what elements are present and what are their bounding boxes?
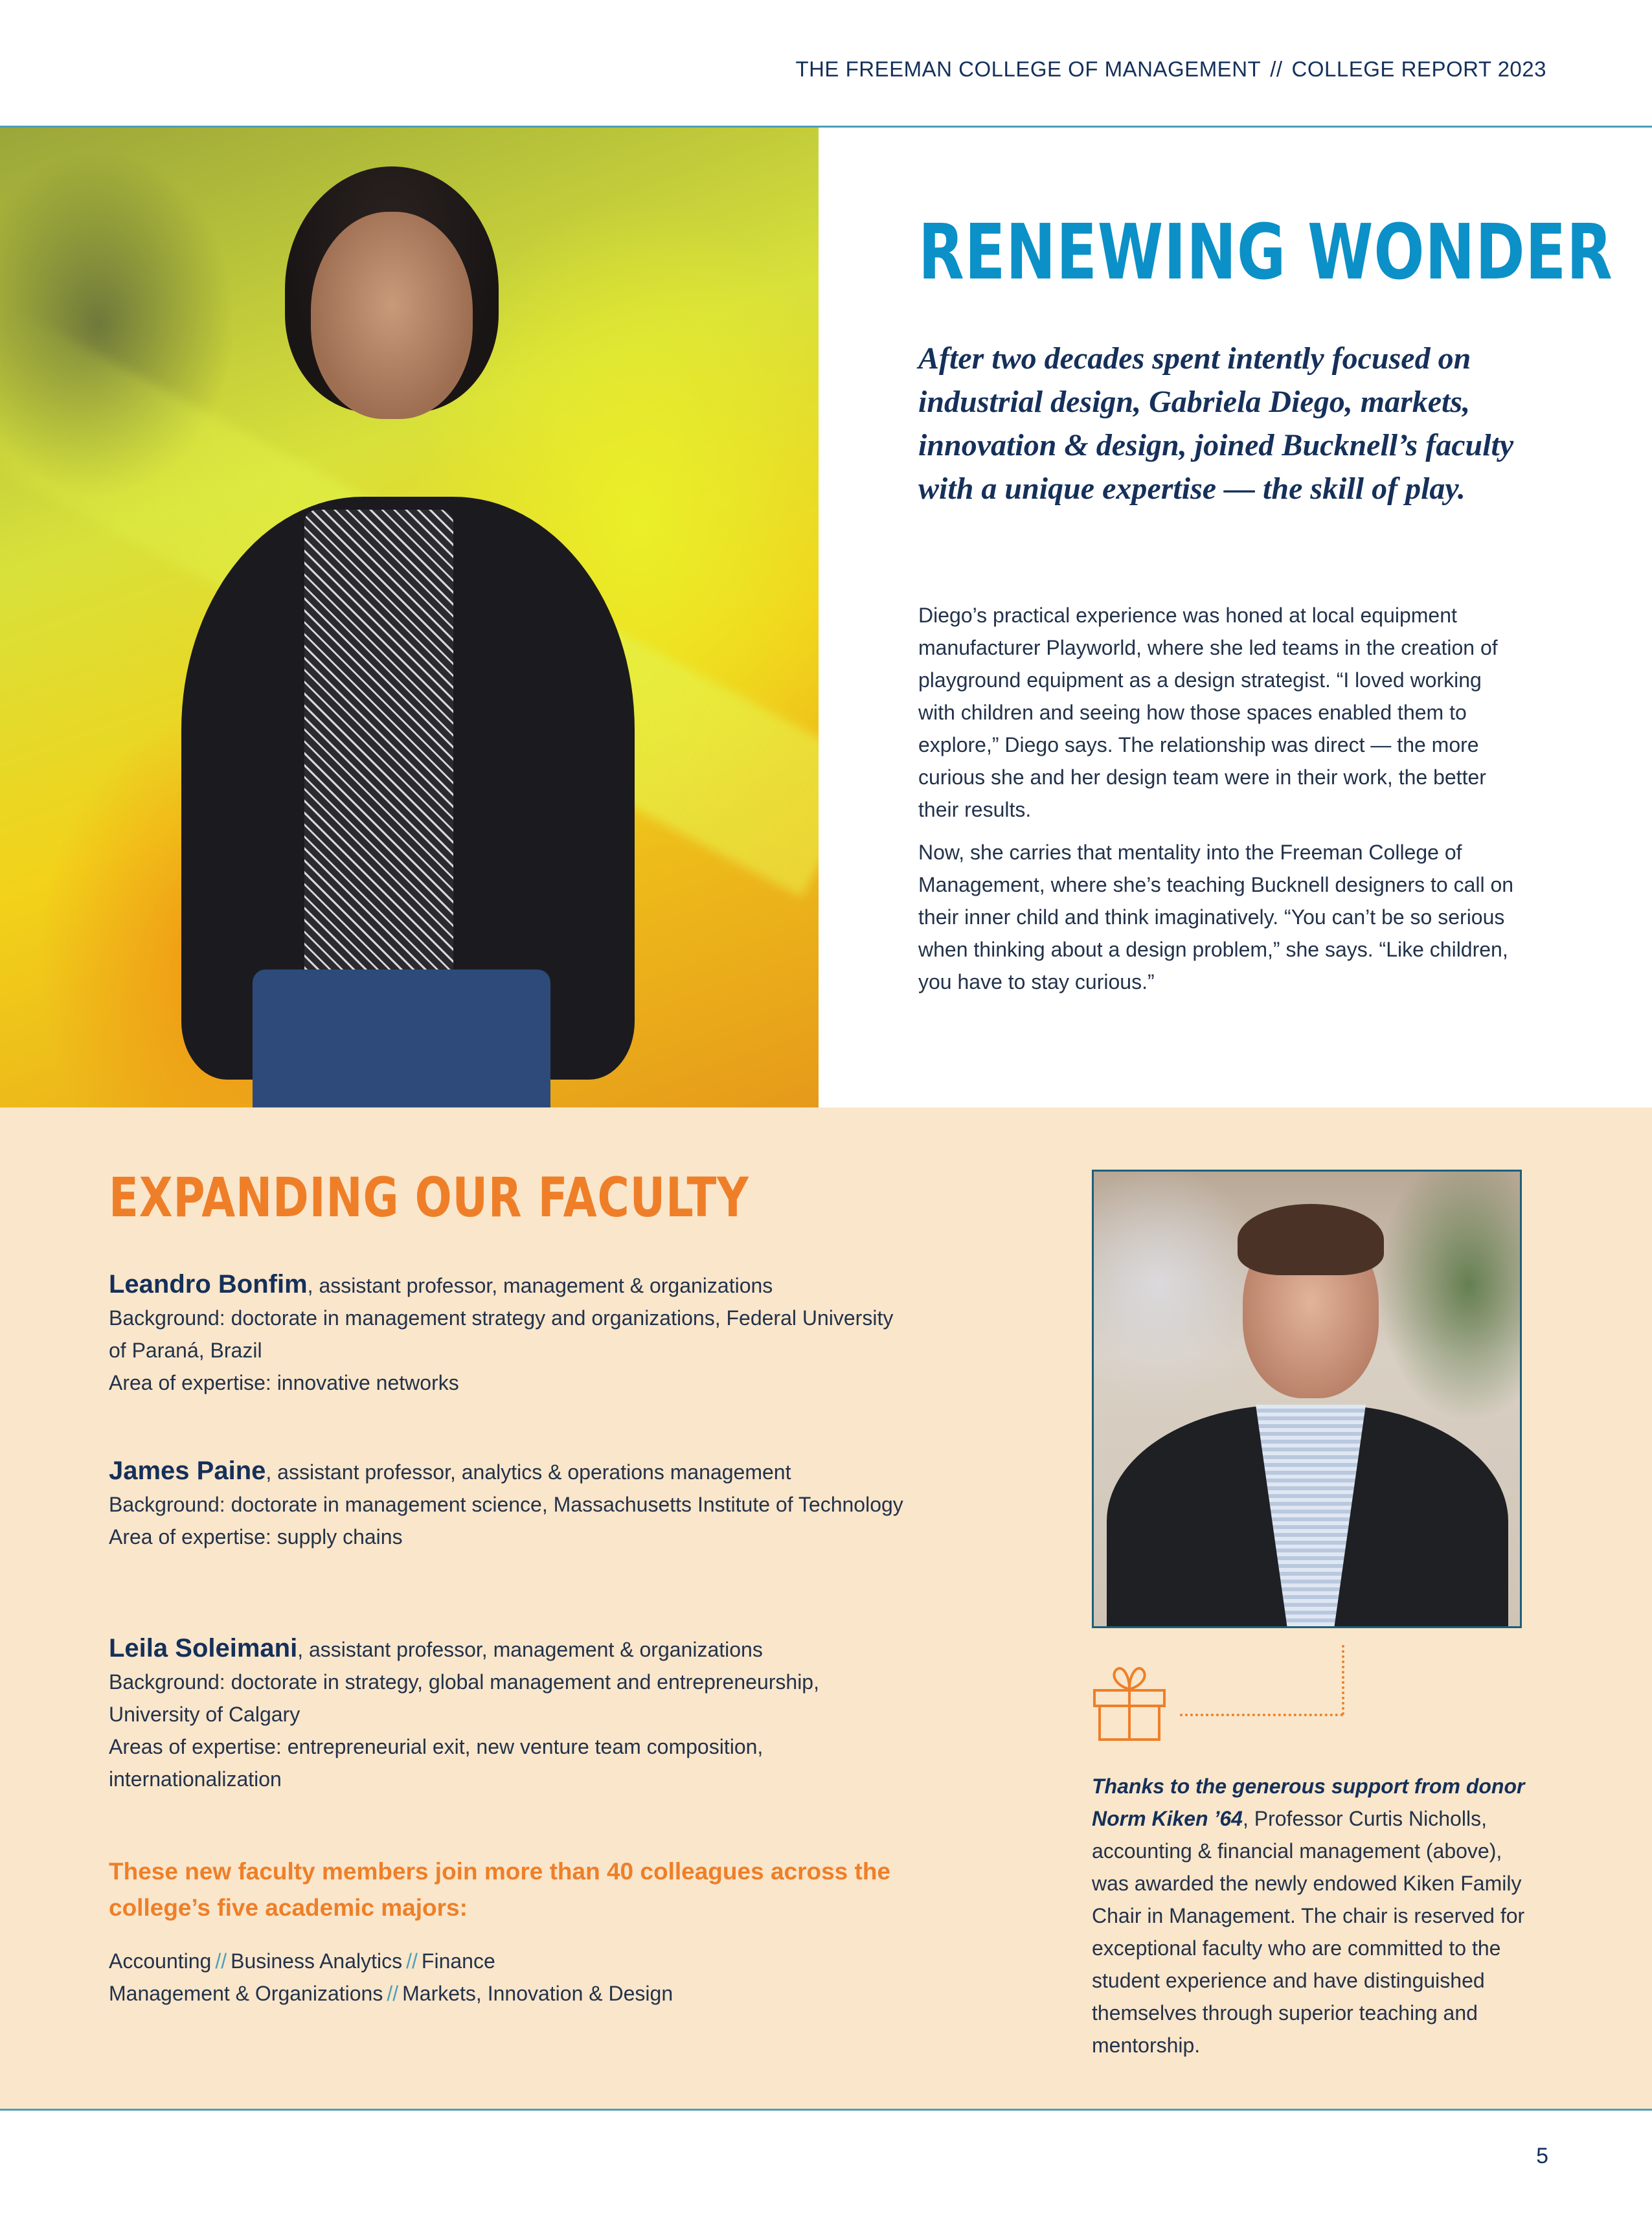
chair-sidebar (1092, 1770, 1539, 2061)
dotted-connector-vertical (1342, 1645, 1344, 1715)
faculty-callout: These new faculty members join more than 40 colleagues across the college’s five academic majors: (109, 1858, 891, 1921)
photo-subject-face (311, 212, 473, 419)
feature-title: RENEWING WONDER (918, 207, 1613, 297)
faculty-name: Leila Soleimani (109, 1634, 298, 1662)
majors-list (109, 1945, 951, 2010)
publication-name: THE FREEMAN COLLEGE OF MANAGEMENT (795, 57, 1262, 81)
header-separator: // (1270, 57, 1283, 81)
faculty-member (109, 1455, 912, 1553)
faculty-role: , assistant professor, management & organizations (307, 1274, 773, 1297)
feature-photo (0, 128, 819, 1107)
majors-row (109, 1977, 951, 2010)
major-item: Finance (421, 1949, 495, 1973)
photo-subject-shirt (304, 510, 453, 1002)
faculty-member (109, 1632, 912, 1795)
sidebar-text: , Professor Curtis Nicholls, accounting & financial management (above), was awarded the newly endowed Kiken Family Chair in Management. The chair is reserved for exceptional faculty who are committed to the student experience and have distinguished themselves through superior teaching and mentorship. (1092, 1807, 1525, 2057)
faculty-member (109, 1268, 912, 1399)
faculty-expertise: Areas of expertise: entrepreneurial exit, new venture team composition, internationalization (109, 1735, 764, 1791)
major-item: Markets, Innovation & Design (402, 1982, 673, 2005)
feature-paragraph: Diego’s practical experience was honed at local equipment manufacturer Playworld, where she led teams in the creation of playground equipment as a design strategist. “I loved working with children and seeing how those spaces enabled them to explore,” Diego says. The relationship was direct — the more curious she and her design team were in their work, the better their results. (918, 604, 1498, 821)
faculty-section-title: EXPANDING OUR FACULTY (109, 1166, 749, 1229)
gift-icon (1092, 1663, 1167, 1742)
feature-body (918, 599, 1514, 1008)
faculty-background: Background: doctorate in management science, Massachusetts Institute of Technology (109, 1493, 903, 1516)
majors-separator: // (387, 1982, 399, 2005)
faculty-name: Leandro Bonfim (109, 1270, 308, 1299)
major-item: Management & Organizations (109, 1982, 383, 2005)
dotted-connector-horizontal (1180, 1714, 1343, 1716)
bottom-rule (0, 2109, 1652, 2111)
feature-paragraph: Now, she carries that mentality into the Freeman College of Management, where she’s teaching Bucknell designers to call on their inner child and think imaginatively. “You can’t be so serious when thinking about a design problem,” she says. “Like children, you have to stay curious.” (918, 841, 1514, 993)
major-item: Business Analytics (231, 1949, 403, 1973)
majors-separator: // (406, 1949, 418, 1973)
majors-row (109, 1945, 951, 1977)
major-item: Accounting (109, 1949, 212, 1973)
photo-subject-jeans (253, 970, 550, 1107)
chair-holder-photo (1092, 1170, 1522, 1628)
running-header (795, 57, 1546, 82)
faculty-background: Background: doctorate in strategy, global management and entrepreneurship, University of Calgary (109, 1670, 819, 1726)
feature-deck: After two decades spent intently focused on industrial design, Gabriela Diego, markets, innovation & design, joined Bucknell’s faculty with a unique expertise — the skill of play. (918, 341, 1514, 506)
page-number: 5 (1536, 2144, 1548, 2168)
majors-separator: // (215, 1949, 227, 1973)
photo-subject-hair (1238, 1204, 1384, 1275)
faculty-role: , assistant professor, management & organizations (297, 1638, 763, 1661)
faculty-role: , assistant professor, analytics & operations management (266, 1460, 791, 1484)
faculty-expertise: Area of expertise: supply chains (109, 1525, 403, 1549)
report-name: COLLEGE REPORT 2023 (1291, 57, 1546, 81)
faculty-name: James Paine (109, 1457, 266, 1485)
faculty-expertise: Area of expertise: innovative networks (109, 1371, 459, 1394)
faculty-background: Background: doctorate in management strategy and organizations, Federal University of Paraná, Brazil (109, 1306, 894, 1362)
sidebar-lead: Thanks to the generous support from donor Norm Kiken ’64 (1092, 1775, 1525, 1830)
